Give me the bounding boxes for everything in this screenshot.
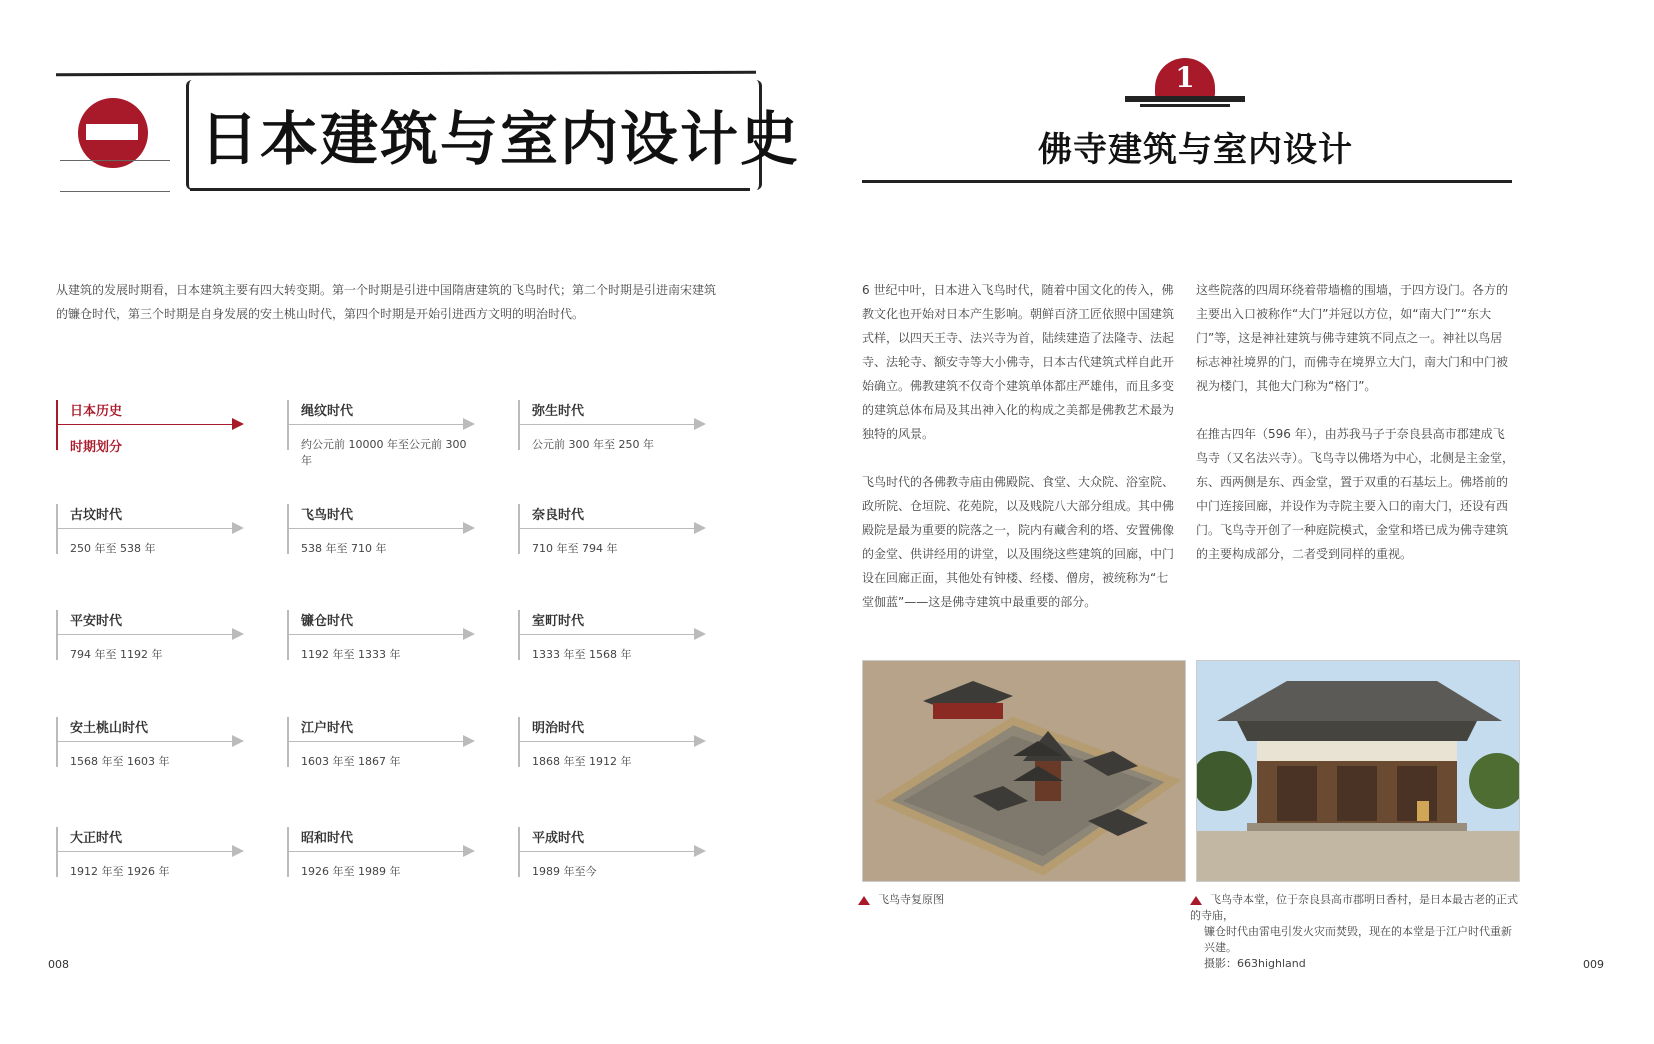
period-bar xyxy=(518,827,520,877)
period-cell xyxy=(287,717,477,787)
caption-text: 飞鸟寺本堂，位于奈良县高市郡明日香村，是日本最古老的正式的寺庙， xyxy=(1190,893,1518,922)
body-column-1 xyxy=(862,278,1180,614)
period-rule xyxy=(289,424,465,425)
period-cell xyxy=(287,400,477,470)
asukadera-model-image xyxy=(862,660,1186,882)
arrow-right-icon xyxy=(463,735,475,747)
period-name: 安土桃山时代 xyxy=(70,721,149,736)
period-bar xyxy=(56,827,58,877)
arrow-right-icon xyxy=(463,845,475,857)
period-cell xyxy=(287,827,477,897)
period-range: 1926 年至 1989 年 xyxy=(301,865,401,878)
period-bar xyxy=(287,504,289,554)
arrow-right-icon xyxy=(694,628,706,640)
period-cell xyxy=(56,827,246,897)
period-rule xyxy=(58,634,234,635)
arrow-right-icon xyxy=(232,845,244,857)
period-range: 1868 年至 1912 年 xyxy=(532,755,632,768)
period-bar xyxy=(56,717,58,767)
period-range: 1192 年至 1333 年 xyxy=(301,648,401,661)
arrow-right-icon xyxy=(694,418,706,430)
period-cell xyxy=(518,504,708,574)
chapter-seal-mark xyxy=(86,124,138,140)
period-rule xyxy=(520,528,696,529)
period-name: 昭和时代 xyxy=(301,831,354,846)
photo-credit: 摄影：663highland xyxy=(1204,957,1306,970)
period-bar xyxy=(518,717,520,767)
title-scroll-bottom-rule xyxy=(190,188,750,191)
arrow-right-icon xyxy=(463,628,475,640)
period-name: 弥生时代 xyxy=(532,404,585,419)
chapter-title: 日本建筑与室内设计史 xyxy=(200,105,801,173)
caption-text: 镰仓时代由雷电引发火灾而焚毁，现在的本堂是于江户时代重新兴建。 xyxy=(1204,925,1512,954)
period-range: 公元前 300 年至 250 年 xyxy=(532,438,654,451)
caption-2 xyxy=(1190,892,1520,972)
period-bar xyxy=(56,504,58,554)
timeline-header-rule xyxy=(58,424,234,425)
period-cell xyxy=(56,610,246,680)
section-rule xyxy=(862,180,1512,183)
caption-triangle-icon xyxy=(1190,896,1202,905)
arrow-right-icon xyxy=(232,628,244,640)
caption-text: 飞鸟寺复原图 xyxy=(878,893,944,906)
period-rule xyxy=(58,528,234,529)
badge-stand-base xyxy=(1140,104,1230,107)
period-range: 710 年至 794 年 xyxy=(532,542,618,555)
period-cell xyxy=(518,400,708,470)
period-name: 大正时代 xyxy=(70,831,123,846)
period-name: 绳纹时代 xyxy=(301,404,354,419)
period-cell xyxy=(518,827,708,897)
body-column-2 xyxy=(1196,278,1514,566)
period-name: 江户时代 xyxy=(301,721,354,736)
body-paragraph: 这些院落的四周环绕着带墙檐的围墙，于四方设门。各方的主要出入口被称作“大门”并冠以方位，如“南大门”“东大门”等，这是神社建筑与佛寺建筑不同点之一。神社以鸟居标志神社境界的门，而佛寺在境界立大门，南大门和中门被视为楼门，其他大门称为“格门”。 xyxy=(1196,283,1509,393)
period-range: 1333 年至 1568 年 xyxy=(532,648,632,661)
page-number-right: 009 xyxy=(1583,958,1604,971)
cloud-decoration-icon xyxy=(60,160,170,192)
period-cell xyxy=(56,504,246,574)
badge-stand-icon xyxy=(1125,96,1245,102)
period-rule xyxy=(289,851,465,852)
period-range: 1603 年至 1867 年 xyxy=(301,755,401,768)
period-rule xyxy=(520,851,696,852)
period-range: 1912 年至 1926 年 xyxy=(70,865,170,878)
period-bar xyxy=(287,610,289,660)
period-rule xyxy=(520,424,696,425)
period-name: 明治时代 xyxy=(532,721,585,736)
period-rule xyxy=(58,851,234,852)
period-name: 飞鸟时代 xyxy=(301,508,354,523)
period-range: 538 年至 710 年 xyxy=(301,542,387,555)
arrow-right-icon xyxy=(232,522,244,534)
period-rule xyxy=(289,634,465,635)
timeline-header xyxy=(56,400,246,470)
period-bar xyxy=(287,400,289,450)
body-paragraph: 在推古四年（596 年），由苏我马子于奈良县高市郡建成飞鸟寺（又名法兴寺）。飞鸟寺以佛塔为中心，北侧是主金堂，东、西两侧是东、西金堂，置于双重的石基坛上。佛塔前的中门连接回廊，并设作为寺院主要入口的南大门，还设有西门。飞鸟寺开创了一种庭院模式，金堂和塔已成为佛寺建筑的主要构成部分，二者受到同样的重视。 xyxy=(1196,427,1515,561)
arrow-right-icon xyxy=(694,522,706,534)
period-rule xyxy=(520,741,696,742)
period-cell xyxy=(287,504,477,574)
arrow-right-icon xyxy=(694,845,706,857)
title-scroll-top-rule xyxy=(56,71,756,76)
caption-triangle-icon xyxy=(858,896,870,905)
model-illustration xyxy=(863,661,1185,881)
period-range: 250 年至 538 年 xyxy=(70,542,156,555)
arrow-right-icon xyxy=(694,735,706,747)
period-rule xyxy=(289,528,465,529)
period-bar xyxy=(56,610,58,660)
body-paragraph: 飞鸟时代的各佛教寺庙由佛殿院、食堂、大众院、浴室院、政所院、仓垣院、花苑院，以及贱院八大部分组成。其中佛殿院是最为重要的院落之一，院内有藏舍利的塔、安置佛像的金堂、供讲经用的讲堂，以及围绕这些建筑的回廊，中门设在回廊正面，其他处有钟楼、经楼、僧房，被统称为“七堂伽蓝”——这是佛寺建筑中最重要的部分。 xyxy=(862,475,1175,609)
period-name: 镰仓时代 xyxy=(301,614,354,629)
period-range: 1568 年至 1603 年 xyxy=(70,755,170,768)
period-cell xyxy=(518,610,708,680)
arrow-right-icon xyxy=(463,418,475,430)
period-name: 奈良时代 xyxy=(532,508,585,523)
period-name: 平成时代 xyxy=(532,831,585,846)
period-bar xyxy=(287,827,289,877)
arrow-right-icon xyxy=(232,735,244,747)
caption-1 xyxy=(858,892,1178,908)
page-number-left: 008 xyxy=(48,958,69,971)
period-rule xyxy=(58,741,234,742)
arrow-right-icon xyxy=(232,418,244,430)
period-rule xyxy=(289,741,465,742)
period-name: 平安时代 xyxy=(70,614,123,629)
timeline-header-line1: 日本历史 xyxy=(70,404,123,419)
period-cell xyxy=(518,717,708,787)
section-title: 佛寺建筑与室内设计 xyxy=(1038,130,1353,170)
hall-illustration xyxy=(1197,661,1519,881)
arrow-right-icon xyxy=(463,522,475,534)
period-bar xyxy=(518,400,520,450)
period-bar xyxy=(518,610,520,660)
body-paragraph: 6 世纪中叶，日本进入飞鸟时代，随着中国文化的传入，佛教文化也开始对日本产生影响。朝鲜百济工匠依照中国建筑式样，以四天王寺、法兴寺为首，陆续建造了法隆寺、法起寺、法轮寺、额安寺等大小佛寺，日本古代建筑式样自此开始确立。佛教建筑不仅奇个建筑单体都庄严雄伟，而且多变的建筑总体布局及其出神入化的构成之美都是佛教艺术最为独特的风景。 xyxy=(862,283,1175,441)
period-range: 1989 年至今 xyxy=(532,865,597,878)
period-name: 古坟时代 xyxy=(70,508,123,523)
intro-paragraph: 从建筑的发展时期看，日本建筑主要有四大转变期。第一个时期是引进中国隋唐建筑的飞鸟时代；第二个时期是引进南宋建筑的镰仓时代，第三个时期是自身发展的安土桃山时代，第四个时期是开始引进西方文明的明治时代。 xyxy=(56,283,717,321)
section-number-badge: 1 xyxy=(1155,58,1215,98)
period-rule xyxy=(520,634,696,635)
asukadera-hall-image xyxy=(1196,660,1520,882)
period-name: 室町时代 xyxy=(532,614,585,629)
period-range: 794 年至 1192 年 xyxy=(70,648,163,661)
timeline-header-line2: 时期划分 xyxy=(70,440,123,455)
period-cell xyxy=(56,717,246,787)
period-bar xyxy=(518,504,520,554)
period-range: 约公元前 10000 年至公元前 300 年 xyxy=(301,438,467,467)
period-bar xyxy=(287,717,289,767)
period-cell xyxy=(287,610,477,680)
timeline-header-bar xyxy=(56,400,58,450)
